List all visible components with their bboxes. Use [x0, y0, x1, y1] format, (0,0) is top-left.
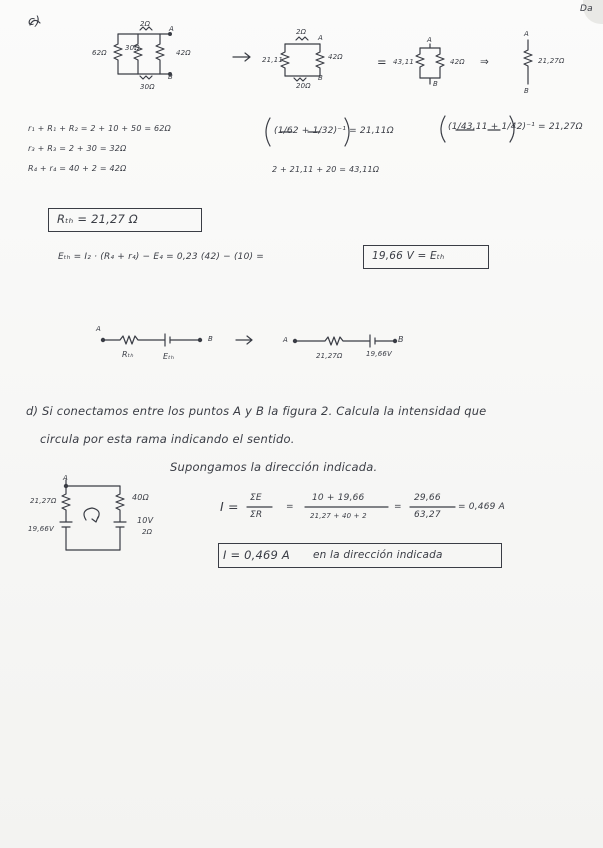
fig2-left-label: 21,11: [262, 56, 284, 64]
formula-result: = 0,469 A: [458, 502, 505, 512]
fig3-arrow: ⇒: [480, 56, 489, 68]
fig4-value-label: 21,27Ω: [538, 57, 565, 65]
fig1-b-label: B: [168, 73, 174, 81]
circ2-e-label: 19,66V: [366, 350, 393, 358]
fig2-right-label: 42Ω: [328, 53, 343, 61]
circ2-a-label: A: [283, 336, 288, 344]
parallel-1: (1/62 + 1/32)⁻¹ = 21,11Ω: [274, 126, 394, 136]
formula-num-3: 29,66: [414, 493, 441, 503]
fig3-right-label: 42Ω: [450, 58, 465, 66]
fig1-right-label: 42Ω: [176, 49, 191, 57]
circuit-d-e-left: 19,66V: [28, 525, 55, 533]
circ1-r-label: Rₜₕ: [122, 350, 134, 359]
circuit-d-r-small: 2Ω: [142, 528, 153, 536]
circuit-fig3: [416, 44, 444, 84]
section-d-line-2: circula por esta rama indicando el sentido.: [40, 432, 295, 446]
formula-den: ΣR: [250, 510, 263, 520]
fig4-b-label: B: [524, 87, 530, 95]
formula-eq-2: =: [394, 502, 402, 512]
sum-line: 2 + 21,11 + 20 = 43,11Ω: [272, 165, 380, 174]
circuit-d: [60, 480, 126, 550]
fig2-bottom-label: 20Ω: [296, 82, 311, 90]
circ1-b-label: B: [208, 335, 214, 343]
formula-num: ΣE: [250, 493, 262, 503]
formula-num-2: 10 + 19,66: [312, 493, 365, 503]
series-eq-1: r₁ + R₁ + R₂ = 2 + 10 + 50 = 62Ω: [28, 124, 171, 133]
answer-box: [218, 543, 502, 568]
formula-den-3: 63,27: [414, 510, 441, 520]
circuit-fig1: [114, 27, 174, 81]
parallel-2: (1/43,11 + 1/42)⁻¹ = 21,27Ω: [448, 122, 583, 132]
fig3-a-label: A: [427, 36, 432, 44]
fig1-bottom-label: 30Ω: [140, 83, 155, 91]
rth-box: [48, 208, 202, 232]
circ2-b-label: B: [398, 335, 404, 344]
series-eq-3: R₄ + r₄ = 40 + 2 = 42Ω: [28, 164, 127, 173]
fig4-a-label: A: [524, 30, 529, 38]
circuit-d-a-label: A: [63, 474, 68, 482]
eth-equation: Eₜₕ = I₂ · (R₄ + r₄) − E₄ = 0,23 (42) − (10) =: [58, 252, 265, 262]
fig2-b-label: B: [318, 74, 324, 82]
fig3-b-label: B: [433, 80, 439, 88]
answer-text: en la dirección indicada: [313, 549, 443, 561]
formula-den-2: 21,27 + 40 + 2: [310, 512, 367, 520]
fig1-inner-label: 30Ω: [125, 44, 140, 52]
fig1-top-label: 2Ω: [140, 20, 151, 28]
section-d-line-3: Supongamos la dirección indicada.: [170, 460, 378, 474]
fig1-a-label: A: [169, 25, 174, 33]
thevenin-circuit-1: [101, 334, 201, 346]
rth-value: Rₜₕ = 21,27 Ω: [57, 212, 138, 226]
circuit-fig4: [524, 40, 532, 84]
section-label-c: c): [28, 13, 41, 28]
fig3-left-label: 43,11: [393, 58, 415, 66]
fig2-top-label: 2Ω: [296, 28, 307, 36]
formula-lhs: I =: [220, 499, 239, 514]
circuit-d-r-left: 21,27Ω: [30, 497, 57, 505]
circ1-a-label: A: [96, 325, 101, 333]
fig1-left-label: 62Ω: [92, 49, 107, 57]
fig2-a-label: A: [318, 34, 323, 42]
eth-value: 19,66 V = Eₜₕ: [372, 250, 445, 262]
circ2-r-label: 21,27Ω: [316, 352, 343, 360]
equals-sign: =: [377, 55, 387, 69]
answer-value: I = 0,469 A: [223, 548, 290, 562]
section-d-line-1: d) Si conectamos entre los puntos A y B la figura 2. Calcula la intensidad que: [26, 404, 487, 418]
corner-tag: Da: [580, 4, 593, 14]
series-eq-2: r₃ + R₃ = 2 + 30 = 32Ω: [28, 144, 127, 153]
eth-box: [363, 245, 489, 269]
thevenin-circuit-2: [293, 335, 396, 347]
circ1-e-label: Eₜₕ: [163, 352, 175, 361]
circuit-d-r-right: 40Ω: [132, 493, 149, 502]
circuit-d-e-right: 10V: [137, 516, 154, 525]
formula-eq-1: =: [286, 502, 294, 512]
